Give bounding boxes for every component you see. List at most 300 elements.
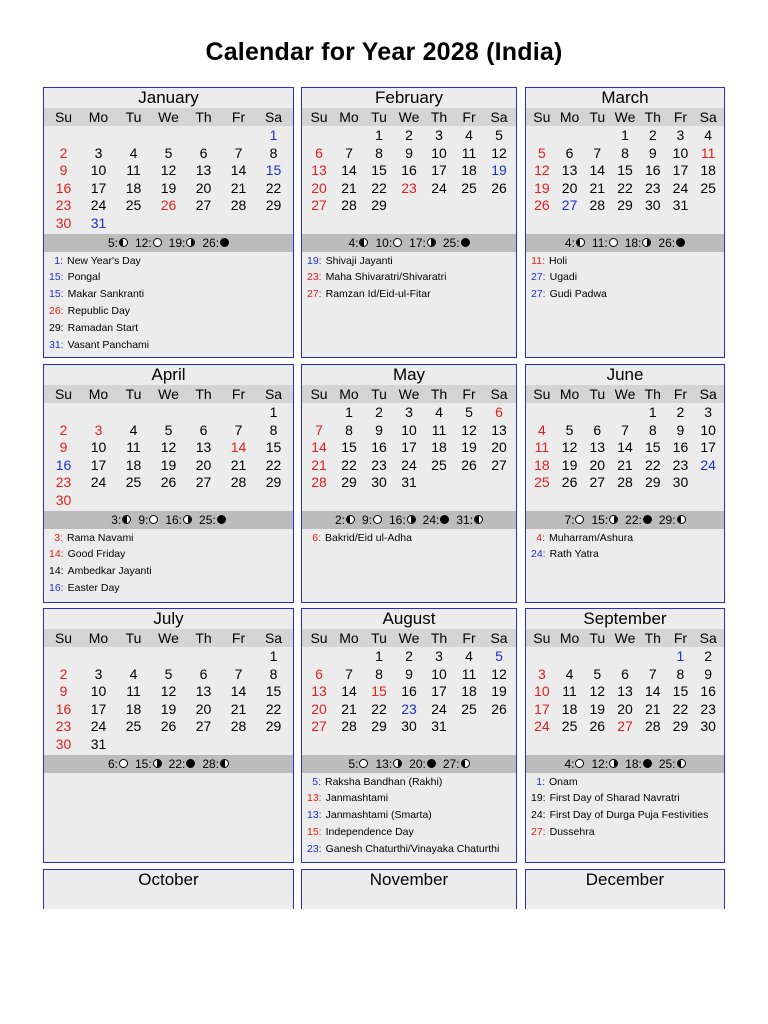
holiday-name: Independence Day bbox=[325, 825, 414, 838]
day-cell: 29 bbox=[371, 197, 387, 214]
day-cell: 13 bbox=[311, 162, 327, 179]
empty-cell bbox=[151, 648, 186, 666]
weekday-label: Fr bbox=[673, 630, 688, 646]
day-cell: 16 bbox=[55, 700, 72, 717]
moon-date: 27: bbox=[442, 756, 460, 771]
day-cell: 20 bbox=[195, 456, 212, 473]
day-cell: 4 bbox=[537, 421, 546, 438]
day-cell: 19 bbox=[589, 700, 606, 717]
day-cell: 16 bbox=[672, 439, 689, 456]
holiday-item bbox=[307, 841, 516, 858]
day-cell: 17 bbox=[90, 179, 107, 196]
empty-cell bbox=[186, 736, 221, 754]
moon-full-icon bbox=[373, 515, 382, 524]
day-cell: 26 bbox=[160, 197, 177, 214]
day-cell: 5 bbox=[495, 127, 503, 143]
month-name: July bbox=[153, 609, 184, 628]
holiday-date: 11: bbox=[531, 254, 545, 267]
weekday-header bbox=[302, 629, 516, 647]
day-cell: 8 bbox=[676, 665, 685, 682]
holiday-date: 13: bbox=[307, 792, 322, 805]
holiday-item bbox=[49, 269, 293, 286]
moon-phase bbox=[591, 757, 618, 771]
holiday-item bbox=[49, 320, 293, 337]
day-cell: 26 bbox=[534, 197, 550, 214]
day-cell: 3 bbox=[704, 404, 713, 420]
holiday-name: Ramzan Id/Eid-ul-Fitar bbox=[325, 288, 431, 301]
holiday-list bbox=[302, 773, 516, 858]
moon-date: 13: bbox=[375, 756, 393, 771]
day-cell: 11 bbox=[461, 665, 477, 682]
empty-cell bbox=[81, 492, 116, 510]
day-cell: 15 bbox=[265, 439, 282, 456]
day-cell: 15 bbox=[672, 683, 689, 700]
day-cell: 4 bbox=[565, 665, 574, 682]
moon-phase bbox=[409, 236, 436, 250]
day-cell: 22 bbox=[371, 179, 387, 196]
moon-phase bbox=[202, 757, 229, 771]
day-cell: 8 bbox=[269, 144, 278, 161]
week-row bbox=[302, 197, 516, 215]
day-cell: 30 bbox=[55, 214, 72, 231]
week-row bbox=[44, 718, 293, 736]
day-cell: 21 bbox=[230, 179, 247, 196]
holiday-name: Raksha Bandhan (Rakhi) bbox=[325, 775, 443, 788]
day-cell: 10 bbox=[534, 683, 550, 700]
empty-cell bbox=[221, 215, 256, 233]
moon-date: 16: bbox=[165, 512, 183, 527]
day-cell: 6 bbox=[199, 421, 208, 438]
moon-date: 9: bbox=[361, 512, 372, 527]
holiday-list bbox=[526, 529, 724, 564]
month-name: May bbox=[392, 365, 426, 384]
weekday-label: Th bbox=[644, 109, 661, 125]
holiday-item bbox=[49, 563, 293, 580]
moon-full-icon bbox=[575, 759, 584, 768]
day-cell: 12 bbox=[561, 439, 578, 456]
weekday-label: Th bbox=[644, 630, 661, 646]
day-cell: 14 bbox=[230, 439, 247, 456]
holiday-name: New Year's Day bbox=[67, 254, 141, 267]
weekday-label: Tu bbox=[589, 630, 606, 646]
holiday-date: 16: bbox=[49, 581, 64, 594]
week-row bbox=[526, 127, 724, 145]
moon-phases bbox=[526, 234, 724, 252]
moon-phase bbox=[348, 236, 368, 250]
day-cell: 29 bbox=[265, 474, 282, 491]
empty-cell bbox=[334, 127, 364, 145]
moon-date: 4: bbox=[348, 235, 359, 250]
moon-date: 15: bbox=[134, 756, 152, 771]
week-row bbox=[302, 404, 516, 422]
day-cell: 24 bbox=[431, 179, 447, 196]
day-cell: 21 bbox=[230, 700, 247, 717]
moon-phase bbox=[592, 236, 618, 250]
month-name: October bbox=[138, 870, 199, 889]
day-cell: 13 bbox=[195, 439, 212, 456]
day-cell: 7 bbox=[234, 144, 243, 161]
moon-phase bbox=[591, 513, 618, 527]
day-cell: 11 bbox=[126, 683, 141, 700]
day-cell: 8 bbox=[648, 421, 657, 438]
moon-phases bbox=[44, 755, 293, 773]
moon-last-icon bbox=[153, 759, 162, 768]
day-cell: 22 bbox=[265, 456, 282, 473]
moon-date: 29: bbox=[658, 512, 676, 527]
week-row bbox=[526, 457, 724, 475]
day-cell: 10 bbox=[90, 683, 107, 700]
holiday-name: First Day of Durga Puja Festivities bbox=[549, 809, 709, 822]
day-cell: 20 bbox=[589, 456, 606, 473]
weekday-label: Tu bbox=[125, 109, 142, 125]
week-row bbox=[44, 701, 293, 719]
holiday-item bbox=[531, 286, 724, 303]
moon-full-icon bbox=[359, 759, 368, 768]
day-cell: 23 bbox=[55, 197, 72, 214]
holiday-list bbox=[302, 252, 516, 303]
day-cell: 4 bbox=[465, 648, 473, 664]
day-cell: 24 bbox=[700, 456, 716, 473]
empty-cell bbox=[256, 215, 291, 233]
weekday-label: Su bbox=[533, 630, 551, 646]
weekday-label: Su bbox=[310, 630, 328, 646]
holiday-name: Maha Shivaratri/Shivaratri bbox=[325, 271, 447, 284]
week-row bbox=[526, 162, 724, 180]
day-cell: 14 bbox=[617, 439, 633, 456]
month-february bbox=[301, 87, 517, 358]
day-cell: 19 bbox=[491, 683, 507, 700]
weekday-label: Th bbox=[430, 109, 448, 125]
weekday-label: We bbox=[398, 630, 420, 646]
weekday-header bbox=[44, 385, 293, 403]
day-cell: 24 bbox=[90, 718, 107, 735]
month-january bbox=[43, 87, 294, 358]
day-cell: 29 bbox=[341, 474, 357, 491]
week-row bbox=[302, 648, 516, 666]
day-cell: 29 bbox=[265, 197, 282, 214]
day-cell: 28 bbox=[617, 474, 633, 491]
day-cell: 16 bbox=[55, 456, 72, 473]
day-cell: 28 bbox=[644, 718, 661, 735]
weekday-label: We bbox=[614, 109, 636, 125]
weekday-label: Sa bbox=[699, 630, 717, 646]
month-name: November bbox=[369, 870, 449, 889]
day-cell: 5 bbox=[164, 421, 173, 438]
day-cell: 20 bbox=[311, 179, 327, 196]
day-cell: 19 bbox=[534, 179, 550, 196]
moon-phase bbox=[659, 513, 686, 527]
day-cell: 16 bbox=[371, 439, 387, 456]
weekday-label: Su bbox=[54, 386, 73, 402]
weekday-label: Fr bbox=[462, 109, 476, 125]
week-row bbox=[526, 145, 724, 163]
page-title: Calendar for Year 2028 (India) bbox=[205, 38, 563, 66]
weekday-label: Mo bbox=[339, 386, 359, 402]
day-cell: 1 bbox=[676, 648, 685, 664]
moon-last-icon bbox=[642, 238, 651, 247]
day-cell: 21 bbox=[311, 456, 327, 473]
weekday-label: Fr bbox=[462, 386, 476, 402]
day-cell: 1 bbox=[269, 648, 278, 664]
empty-cell bbox=[304, 127, 334, 145]
empty-cell bbox=[454, 197, 484, 215]
day-cell: 24 bbox=[90, 197, 107, 214]
day-cell: 9 bbox=[59, 439, 68, 456]
holiday-date: 29: bbox=[49, 321, 64, 334]
moon-date: 12: bbox=[591, 756, 609, 771]
weekday-label: We bbox=[398, 386, 420, 402]
empty-cell bbox=[256, 492, 291, 510]
day-cell: 15 bbox=[644, 439, 661, 456]
moon-phase bbox=[443, 757, 470, 771]
month-name: March bbox=[601, 88, 649, 107]
day-cell: 16 bbox=[644, 162, 661, 179]
day-cell: 23 bbox=[55, 474, 72, 491]
empty-cell bbox=[151, 127, 186, 145]
moon-date: 18: bbox=[625, 756, 642, 771]
day-cell: 30 bbox=[401, 718, 417, 735]
day-cell: 2 bbox=[59, 421, 68, 438]
week-row bbox=[526, 701, 724, 719]
holiday-name: Janmashtami (Smarta) bbox=[325, 809, 432, 822]
day-grid bbox=[302, 126, 516, 234]
weekday-label: Tu bbox=[589, 109, 606, 125]
day-cell: 5 bbox=[164, 144, 173, 161]
day-cell: 30 bbox=[700, 718, 716, 735]
empty-cell bbox=[694, 197, 722, 215]
moon-phases bbox=[526, 511, 724, 529]
empty-cell bbox=[46, 648, 81, 666]
holiday-name: Vasant Panchami bbox=[67, 338, 150, 351]
moon-phase bbox=[135, 757, 162, 771]
day-cell: 26 bbox=[461, 456, 477, 473]
day-cell: 28 bbox=[230, 474, 247, 491]
moon-first-icon bbox=[122, 515, 131, 524]
weekday-label: Sa bbox=[699, 109, 717, 125]
moon-phases bbox=[302, 511, 516, 529]
day-cell: 17 bbox=[90, 456, 107, 473]
week-row bbox=[302, 162, 516, 180]
empty-cell bbox=[186, 492, 221, 510]
moon-phase bbox=[658, 236, 685, 250]
empty-cell bbox=[221, 404, 256, 422]
holiday-item bbox=[49, 546, 293, 563]
day-cell: 2 bbox=[375, 404, 383, 420]
day-cell: 15 bbox=[371, 162, 387, 179]
day-cell: 29 bbox=[265, 718, 282, 735]
day-cell: 6 bbox=[199, 144, 208, 161]
week-row bbox=[526, 666, 724, 684]
empty-cell bbox=[556, 648, 584, 666]
moon-phase bbox=[389, 513, 416, 527]
weekday-header bbox=[526, 385, 724, 403]
day-cell: 15 bbox=[265, 162, 282, 179]
day-cell: 24 bbox=[401, 456, 417, 473]
day-cell: 27 bbox=[617, 718, 633, 735]
day-cell: 18 bbox=[534, 456, 550, 473]
day-cell: 30 bbox=[672, 474, 689, 491]
week-row bbox=[302, 439, 516, 457]
day-cell: 9 bbox=[405, 144, 413, 161]
day-cell: 14 bbox=[589, 162, 606, 179]
weekday-label: We bbox=[158, 630, 179, 646]
moon-phase bbox=[138, 513, 158, 527]
holiday-item bbox=[307, 807, 516, 824]
weekday-header bbox=[302, 108, 516, 126]
holiday-item bbox=[531, 807, 724, 824]
weekday-label: Mo bbox=[559, 109, 580, 125]
empty-cell bbox=[484, 197, 514, 215]
week-row bbox=[302, 422, 516, 440]
empty-cell bbox=[116, 404, 151, 422]
moon-phase bbox=[362, 513, 382, 527]
day-cell: 4 bbox=[129, 144, 138, 161]
day-cell: 28 bbox=[589, 197, 606, 214]
day-grid bbox=[44, 403, 293, 511]
day-cell: 3 bbox=[94, 665, 103, 682]
weekday-label: Tu bbox=[371, 386, 387, 402]
day-cell: 9 bbox=[59, 683, 68, 700]
weekday-label: Th bbox=[644, 386, 661, 402]
holiday-name: Ramadan Start bbox=[67, 321, 139, 334]
holiday-item bbox=[49, 286, 293, 303]
moon-date: 25: bbox=[658, 756, 676, 771]
weekday-label: Fr bbox=[673, 109, 688, 125]
moon-last-icon bbox=[183, 515, 192, 524]
day-cell: 13 bbox=[491, 421, 507, 438]
weekday-label: Th bbox=[195, 630, 212, 646]
day-cell: 6 bbox=[495, 404, 503, 420]
day-cell: 12 bbox=[160, 162, 177, 179]
month-june bbox=[525, 364, 725, 603]
moon-date: 25: bbox=[199, 512, 216, 527]
day-cell: 3 bbox=[537, 665, 546, 682]
day-cell: 6 bbox=[593, 421, 602, 438]
weekday-label: Mo bbox=[559, 386, 580, 402]
day-cell: 22 bbox=[341, 456, 357, 473]
moon-last-icon bbox=[393, 759, 402, 768]
week-row bbox=[44, 145, 293, 163]
day-cell: 20 bbox=[195, 700, 212, 717]
moon-phase bbox=[375, 236, 402, 250]
moon-phase bbox=[375, 757, 402, 771]
empty-cell bbox=[116, 648, 151, 666]
day-cell: 23 bbox=[371, 456, 387, 473]
day-cell: 25 bbox=[461, 700, 477, 717]
day-cell: 21 bbox=[341, 179, 357, 196]
holiday-date: 14: bbox=[49, 548, 64, 561]
weekday-label: Su bbox=[533, 109, 551, 125]
day-cell: 13 bbox=[195, 683, 212, 700]
moon-phases bbox=[302, 234, 516, 252]
moon-last-icon bbox=[609, 515, 618, 524]
moon-date: 16: bbox=[388, 512, 406, 527]
weekday-label: Th bbox=[430, 630, 448, 646]
week-row bbox=[44, 127, 293, 145]
day-cell: 24 bbox=[431, 700, 447, 717]
weekday-label: Sa bbox=[490, 386, 508, 402]
holiday-item bbox=[307, 269, 516, 286]
week-row bbox=[526, 718, 724, 736]
day-cell: 5 bbox=[537, 144, 546, 161]
month-name: January bbox=[138, 88, 199, 107]
day-cell: 24 bbox=[672, 179, 689, 196]
holiday-date: 27: bbox=[307, 288, 322, 301]
month-name: September bbox=[583, 609, 667, 628]
month-september bbox=[525, 608, 725, 863]
holiday-name: Easter Day bbox=[67, 581, 120, 594]
weekday-label: Mo bbox=[88, 109, 109, 125]
week-row bbox=[44, 180, 293, 198]
holiday-date: 27: bbox=[531, 271, 546, 284]
empty-cell bbox=[186, 404, 221, 422]
week-row bbox=[302, 474, 516, 492]
moon-full-icon bbox=[119, 759, 128, 768]
day-cell: 2 bbox=[405, 648, 413, 664]
moon-phases bbox=[526, 755, 724, 773]
moon-last-icon bbox=[407, 515, 416, 524]
moon-new-icon bbox=[217, 515, 226, 524]
moon-phase bbox=[108, 236, 128, 250]
holiday-item bbox=[307, 824, 516, 841]
day-cell: 28 bbox=[311, 474, 327, 491]
day-cell: 18 bbox=[461, 162, 477, 179]
day-cell: 31 bbox=[431, 718, 447, 735]
moon-phases bbox=[302, 755, 516, 773]
day-cell: 21 bbox=[589, 179, 606, 196]
empty-cell bbox=[81, 404, 116, 422]
day-cell: 11 bbox=[562, 683, 577, 700]
week-row bbox=[526, 683, 724, 701]
empty-cell bbox=[151, 404, 186, 422]
moon-phase bbox=[135, 236, 162, 250]
day-cell: 27 bbox=[311, 718, 327, 735]
day-cell: 22 bbox=[617, 179, 633, 196]
holiday-name: Onam bbox=[549, 775, 578, 788]
day-grid bbox=[526, 126, 724, 234]
day-cell: 6 bbox=[199, 665, 208, 682]
day-cell: 10 bbox=[700, 421, 716, 438]
holiday-date: 27: bbox=[531, 288, 546, 301]
day-cell: 5 bbox=[465, 404, 473, 420]
week-row bbox=[302, 457, 516, 475]
holiday-date: 23: bbox=[307, 842, 322, 855]
empty-cell bbox=[583, 404, 611, 422]
day-cell: 3 bbox=[94, 144, 103, 161]
month-april bbox=[43, 364, 294, 603]
weekday-label: We bbox=[158, 386, 179, 402]
holiday-item bbox=[49, 253, 293, 270]
day-cell: 28 bbox=[341, 197, 357, 214]
day-cell: 19 bbox=[561, 456, 578, 473]
day-cell: 23 bbox=[401, 700, 417, 717]
weekday-label: Th bbox=[195, 386, 212, 402]
moon-date: 6: bbox=[107, 756, 118, 771]
week-row bbox=[302, 666, 516, 684]
day-cell: 7 bbox=[234, 665, 243, 682]
day-cell: 14 bbox=[341, 683, 357, 700]
empty-cell bbox=[454, 474, 484, 492]
day-cell: 3 bbox=[94, 421, 103, 438]
moon-new-icon bbox=[427, 759, 436, 768]
day-cell: 10 bbox=[401, 421, 417, 438]
holiday-date: 23: bbox=[307, 271, 322, 284]
weekday-label: Mo bbox=[88, 386, 109, 402]
day-cell: 15 bbox=[617, 162, 633, 179]
holiday-date: 24: bbox=[531, 548, 546, 561]
day-cell: 26 bbox=[160, 718, 177, 735]
day-cell: 19 bbox=[461, 439, 477, 456]
